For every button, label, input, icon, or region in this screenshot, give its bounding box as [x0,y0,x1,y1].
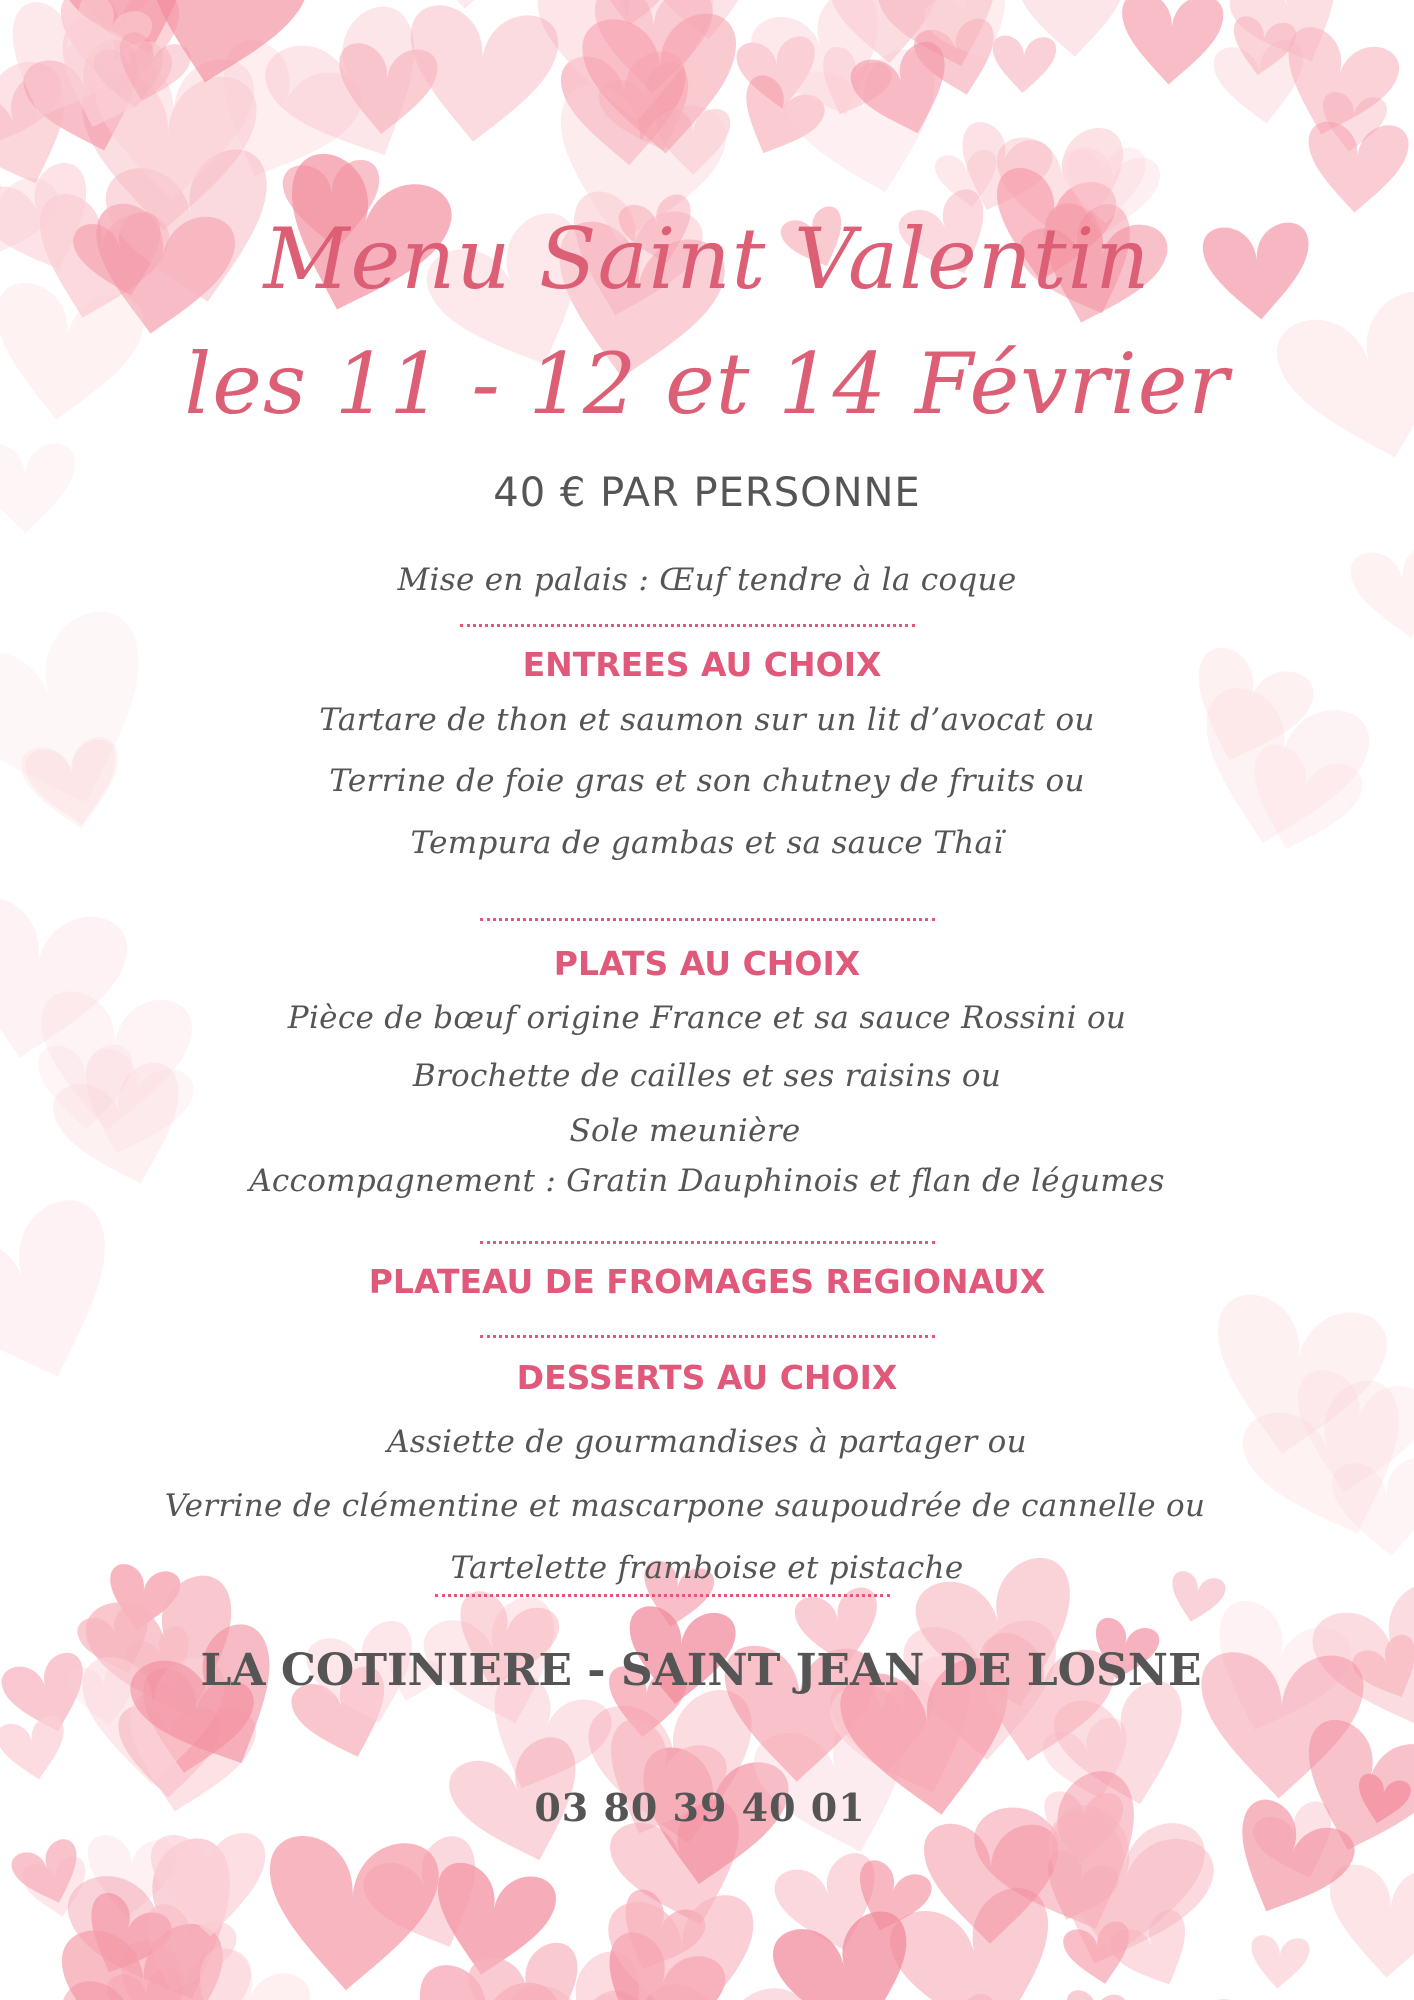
plat-item: Sole meunière [569,1113,801,1149]
entree-item: Tempura de gambas et sa sauce Thaï [410,825,1004,861]
plats-heading: PLATS AU CHOIX [553,944,861,983]
fromages-heading: PLATEAU DE FROMAGES REGIONAUX [368,1262,1046,1301]
dessert-item: Verrine de clémentine et mascarpone saupoudrée de cannelle ou [164,1488,1206,1524]
entrees-heading: ENTREES AU CHOIX [522,645,882,684]
amuse-bouche: Mise en palais : Œuf tendre à la coque [397,562,1017,598]
plat-item: Pièce de bœuf origine France et sa sauce Rossini ou [287,1000,1127,1036]
plat-accompaniment: Accompagnement : Gratin Dauphinois et flan de légumes [249,1163,1165,1199]
entree-item: Terrine de foie gras et son chutney de fruits ou [329,763,1085,799]
phone-number: 03 80 39 40 01 [534,1785,866,1830]
desserts-heading: DESSERTS AU CHOIX [516,1358,898,1397]
dotted-separator [480,918,935,921]
menu-dates: les 11 - 12 et 14 Février [184,335,1230,433]
menu-title: Menu Saint Valentin [263,210,1151,308]
dotted-separator [480,1335,935,1338]
dotted-separator [480,1241,935,1244]
dotted-separator [435,1594,890,1597]
dessert-item: Assiette de gourmandises à partager ou [387,1424,1027,1460]
dessert-item: Tartelette framboise et pistache [450,1550,964,1586]
dotted-separator [460,624,915,627]
price-per-person: 40 € PAR PERSONNE [493,470,921,516]
entree-item: Tartare de thon et saumon sur un lit d’avocat ou [319,702,1095,738]
plat-item: Brochette de cailles et ses raisins ou [412,1058,1002,1094]
restaurant-name: LA COTINIERE - SAINT JEAN DE LOSNE [200,1645,1202,1696]
